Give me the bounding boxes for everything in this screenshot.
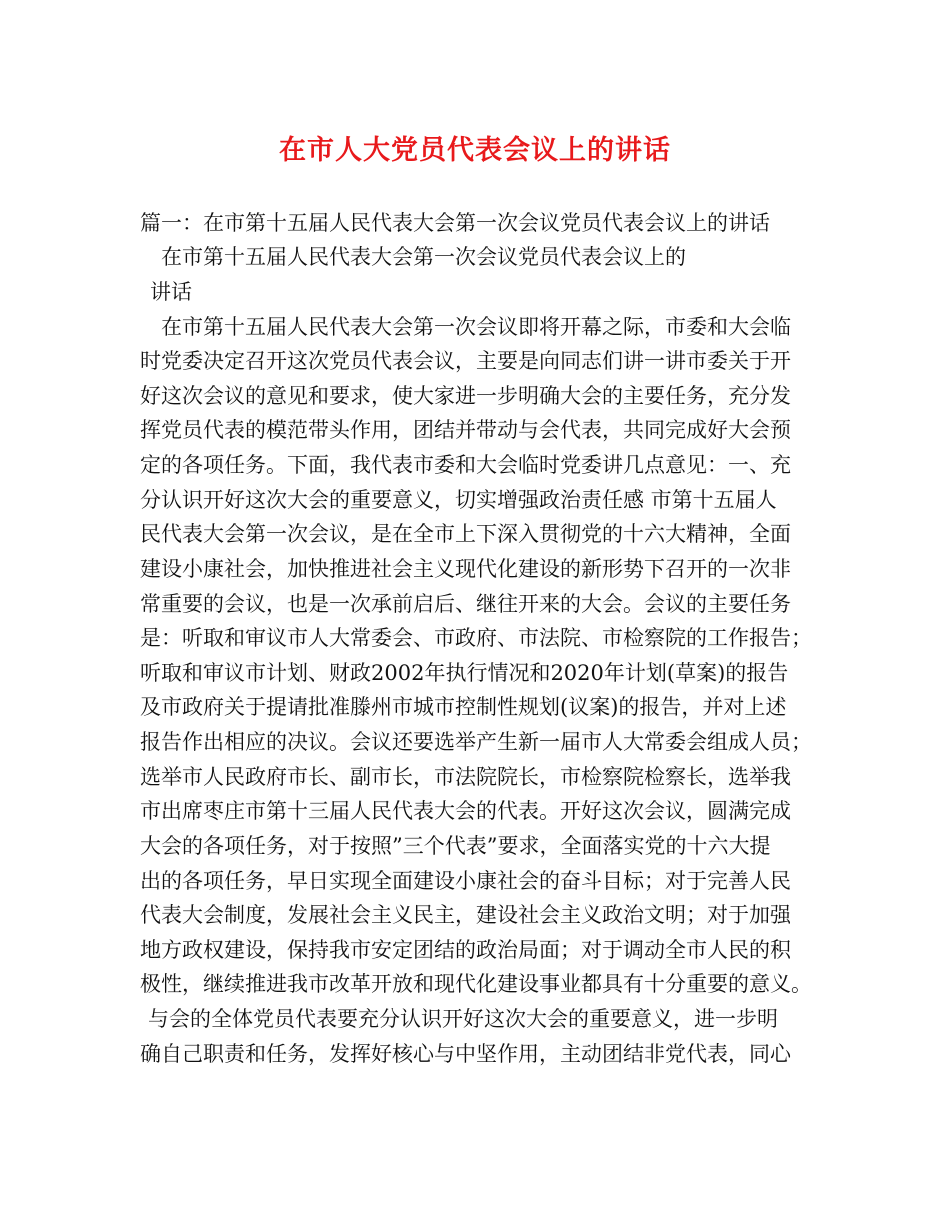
text-line: 极性，继续推进我市改革开放和现代化建设事业都具有十分重要的意义。 [140,972,812,996]
text-line: 定的各项任务。下面，我代表市委和大会临时党委讲几点意见：一、充 [140,453,791,477]
text-line: 在市第十五届人民代表大会第一次会议党员代表会议上的 [161,245,686,269]
text-line: 好这次会议的意见和要求，使大家进一步明确大会的主要任务，充分发 [140,384,791,408]
text-line: 出的各项任务，早日实现全面建设小康社会的奋斗目标；对于完善人民 [140,869,791,893]
text-line: 讲话 [150,280,192,304]
text-line: 市出席枣庄市第十三届人民代表大会的代表。开好这次会议，圆满完成 [140,799,791,823]
text-line: 报告作出相应的决议。会议还要选举产生新一届市人大常委会组成人员； [140,730,812,754]
text-line: 建设小康社会，加快推进社会主义现代化建设的新形势下召开的一次非 [140,557,791,581]
document-title: 在市人大党员代表会议上的讲话 [279,135,671,166]
text-line: 时党委决定召开这次党员代表会议，主要是向同志们讲一讲市委关于开 [140,349,791,373]
text-line: 及市政府关于提请批准滕州市城市控制性规划(议案)的报告，并对上述 [140,695,787,719]
text-line: 大会的各项任务，对于按照”三个代表”要求，全面落实党的十六大提 [140,834,771,858]
text-line: 地方政权建设，保持我市安定团结的政治局面；对于调动全市人民的积 [140,938,791,962]
text-line: 选举市人民政府市长、副市长，市法院院长，市检察院检察长，选举我 [140,765,791,789]
text-line: 篇一：在市第十五届人民代表大会第一次会议党员代表会议上的讲话 [140,211,770,235]
text-line: 听取和审议市计划、财政2002年执行情况和2020年计划(草案)的报告 [140,661,789,685]
text-line: 分认识开好这次大会的重要意义，切实增强政治责任感 市第十五届人 [140,488,777,512]
text-line: 确自己职责和任务，发挥好核心与中坚作用，主动团结非党代表，同心 [140,1042,791,1066]
text-line: 在市第十五届人民代表大会第一次会议即将开幕之际，市委和大会临 [161,315,791,339]
text-line: 是：听取和审议市人大常委会、市政府、市法院、市检察院的工作报告； [140,626,812,650]
text-line: 民代表大会第一次会议，是在全市上下深入贯彻党的十六大精神，全面 [140,522,791,546]
text-line: 常重要的会议，也是一次承前启后、继往开来的大会。会议的主要任务 [140,592,791,616]
text-line: 挥党员代表的模范带头作用，团结并带动与会代表，共同完成好大会预 [140,418,791,442]
text-line: 与会的全体党员代表要充分认识开好这次大会的重要意义，进一步明 [148,1007,778,1031]
text-line: 代表大会制度，发展社会主义民主，建设社会主义政治文明；对于加强 [140,903,791,927]
